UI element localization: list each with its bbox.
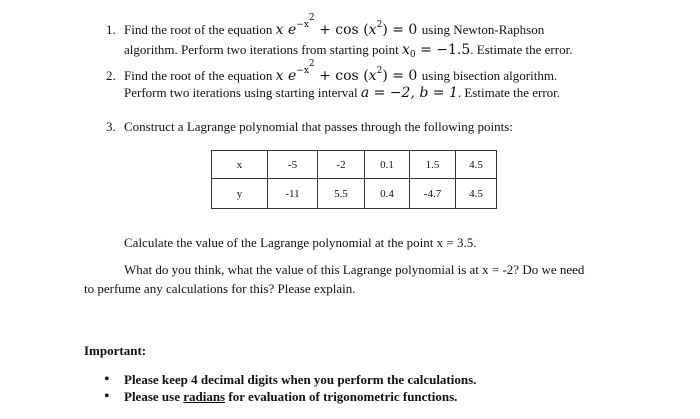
item-1-suffix: using Newton-Raphson	[421, 22, 545, 37]
item-2-line-1: Find the root of the equation x $e^{-x^2} + \cos (x^2) = 0$ using bisection algorithm.	[124, 59, 558, 84]
item-3-number: 3.	[106, 119, 116, 134]
item-2-equation: x $e^{-x^2} + \cos (x^2) = 0$	[275, 59, 418, 84]
table-cell: -5	[268, 151, 318, 179]
table-row-x	[212, 151, 497, 179]
table-cell: 0.1	[365, 151, 410, 179]
item-1-equation: x $e^{-x^2} + \cos (x^2) = 0$	[275, 13, 418, 38]
radians-emphasis: radians	[183, 389, 226, 404]
table-cell: 4.5	[456, 179, 497, 209]
table-cell: 1.5	[410, 151, 456, 179]
item-1-line-2: algorithm. Perform two iterations from starting point $x_0 = -1.5$. Estimate the error.	[124, 42, 573, 60]
question-line-1: What do you think, what the value of this Lagrange polynomial is at x = -2? Do we need	[124, 262, 585, 277]
bullet-2: Please use radians for evaluation of trigonometric functions.	[124, 389, 458, 404]
calc-instruction: Calculate the value of the Lagrange polynomial at the point x = 3.5.	[124, 235, 477, 250]
item-1-prefix: Find the root of the equation	[124, 22, 273, 37]
bullet-1: Please keep 4 decimal digits when you perform the calculations.	[124, 372, 477, 387]
item-2-line-2: Perform two iterations using starting interval a = −2, b = 1. Estimate the error.	[124, 85, 561, 101]
table-cell: x	[212, 151, 268, 179]
table-cell: 4.5	[456, 151, 497, 179]
table-row-y	[212, 179, 497, 209]
points-table	[211, 150, 497, 209]
table-cell: 0.4	[365, 179, 410, 209]
item-2-number: 2.	[106, 68, 116, 83]
bullet-dot-icon: •	[104, 371, 110, 388]
starting-point: $x_0 = -1.5$	[402, 42, 471, 60]
table-cell: y	[212, 179, 268, 209]
interval: a = −2, b = 1	[360, 85, 458, 101]
table-cell: -4.7	[410, 179, 456, 209]
table-cell: -2	[318, 151, 365, 179]
item-1-number: 1.	[106, 22, 116, 37]
table-cell: 5.5	[318, 179, 365, 209]
item-3-text: Construct a Lagrange polynomial that passes through the following points:	[124, 119, 513, 134]
question-line-2: to perfume any calculations for this? Please explain.	[84, 281, 356, 296]
important-heading: Important:	[84, 343, 147, 358]
item-1-line-1	[124, 13, 545, 38]
bullet-dot-icon: •	[104, 388, 110, 405]
table-cell: -11	[268, 179, 318, 209]
